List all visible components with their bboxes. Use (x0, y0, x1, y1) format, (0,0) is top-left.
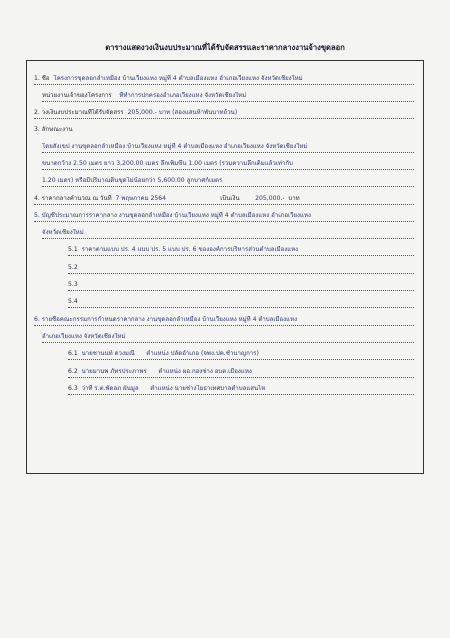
document-title: ตารางแสดงวงเงินงบประมาณที่ได้รับจัดสรรและราคากลางงานจ้างขุดลอก (105, 43, 345, 52)
item-3-heading: 3. ลักษณะงาน (34, 126, 73, 133)
item-5-1: 5.1 ราคาตามแบบ ปร. 4 แบบ ปร. 5 แบบ ปร. 6 ขององค์การบริหารส่วนตำบลเมืองแหง (68, 246, 414, 256)
item-3-line-2: ขนาดกว้าง 2.50 เมตร ยาว 3,200.00 เมตร ลึกเพิ่มขึ้น 1.00 เมตร (รวมความลึกเดิมแล้วเท่ากับ (42, 160, 414, 170)
item-1-agency: หน่วยงานเจ้าของโครงการ ที่ทำการปกครองอำเภอเวียงแหง จังหวัดเชียงใหม่ (42, 92, 414, 102)
item-6-2: 6.2 นายมานพ ภัทรประภาพร ตำแหน่ง ผอ.กองช่าง อบต.เมืองแหง (68, 368, 414, 378)
item-4-reference-price: 4. ราคากลางคำนวณ ณ วันที่ 7 พฤษภาคม 2564 เป็นเงิน 205,000.- บาท (34, 195, 414, 205)
item-5-line-2: จังหวัดเชียงใหม่ (42, 229, 414, 239)
item-6-line-1: 6. รายชื่อคณะกรรมการกำหนดราคากลาง งานขุดลอกลำเหมือง บ้านเวียงแหง หมู่ที่ 4 ตำบลเมืองแหง (34, 316, 414, 326)
item-2-budget: 2. วงเงินงบประมาณที่ได้รับจัดสรร 205,000.- บาท (สองแสนห้าพันบาทถ้วน) (34, 109, 414, 119)
item-5-3: 5.3 (68, 281, 414, 291)
item-6-3: 6.3 ว่าที่ ร.ต.พัดลภ ผั้นมูล ตำแหน่ง นายช่างโยธาเทศบาลตำบลแสนไห (68, 385, 414, 395)
item-6-1: 6.1 นายชานนท์ ดวงมณี ตำแหน่ง ปลัดอำเภอ (จพง.ปค.ชำนาญการ) (68, 350, 414, 360)
item-5-line-1: 5. บัญชีประมาณการราคากลาง งานขุดลอกลำเหมือง บ้านเวียงแหง หมู่ที่ 4 ตำบลเมืองแหง อำเภอเวียงแหง (34, 212, 414, 222)
item-5-2: 5.2 (68, 264, 414, 274)
item-6-line-2: อำเภอเวียงแหง จังหวัดเชียงใหม่ (42, 333, 414, 343)
item-3-line-1: โดยสังเขป งานขุดลอกลำเหมือง บ้านเวียงแหง หมู่ที่ 4 ตำบลเมืองแหง อำเภอเวียงแหง จังหวัดเชียงใหม่ (42, 143, 414, 153)
item-3-line-3: 1.20 เมตร) หรือมีปริมาณดินขุดไม่น้อยกว่า 5,600.00 ลูกบาศก์เมตร (42, 177, 414, 187)
item-5-4: 5.4 (68, 298, 414, 308)
item-1-project-name: 1. ชื่อ โครงการขุดลอกลำเหมือง บ้านเวียงแหง หมู่ที่ 4 ตำบลเมืองแหง อำเภอเวียงแหง จังหวัดเชียงใหม่ (34, 75, 414, 85)
